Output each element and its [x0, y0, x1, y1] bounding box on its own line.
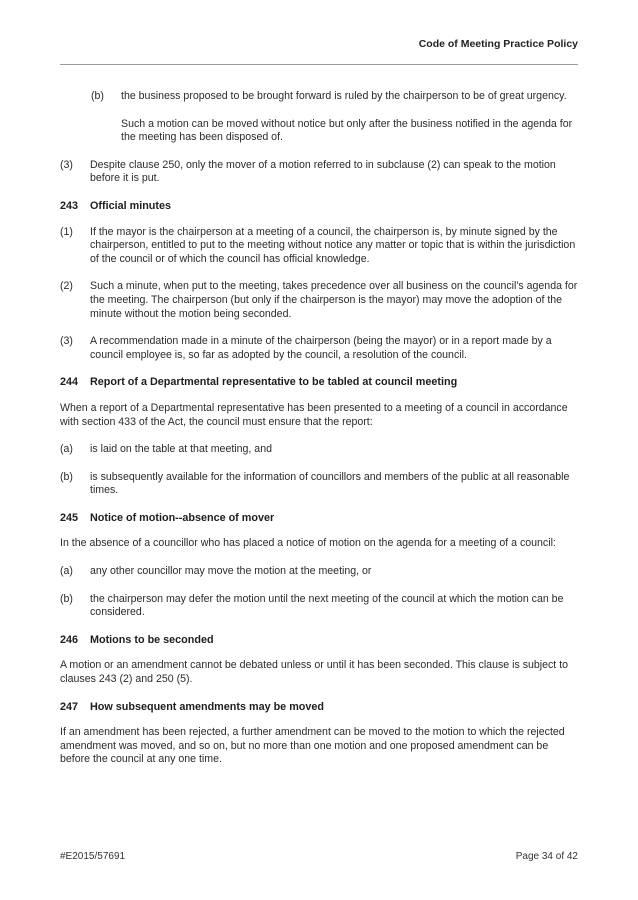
section-number: 245 — [60, 511, 79, 524]
subclause-245-b — [60, 593, 578, 620]
clause-label: (2) — [60, 280, 73, 293]
section-heading-245 — [60, 512, 578, 526]
clause-label: (1) — [60, 225, 73, 238]
clause-label: (b) — [60, 592, 73, 605]
clause-label: (3) — [60, 158, 73, 171]
clause-text: the business proposed to be brought forward is ruled by the chairperson to be of great urgency. — [121, 90, 567, 102]
section-number: 247 — [60, 700, 79, 713]
clause-label: (3) — [60, 335, 73, 348]
clause-item-b — [60, 90, 578, 104]
paragraph: When a report of a Departmental representative has been presented to a meeting of a council in accordance with section 433 of the Act, the council must ensure that the report: — [60, 401, 568, 428]
document-header-title: Code of Meeting Practice Policy — [418, 38, 578, 50]
clause-label: (b) — [60, 470, 73, 483]
footer-document-id: #E2015/57691 — [60, 851, 126, 862]
section-heading-247 — [60, 701, 578, 715]
clause-text: is laid on the table at that meeting, and — [90, 443, 272, 456]
section-number: 246 — [60, 633, 79, 646]
section-title: Motions to be seconded — [90, 633, 214, 646]
section-title: Official minutes — [90, 199, 171, 212]
clause-text: the chairperson may defer the motion until the next meeting of the council at which the motion can be considered. — [90, 592, 564, 619]
clause-text: If the mayor is the chairperson at a meeting of a council, the chairperson is, by minute signed by the chairperson, entitled to put to the meeting without notice any matter or topic that is within the jurisdiction of the council or of which the council has official knowledge. — [90, 225, 576, 265]
paragraph: In the absence of a councillor who has placed a notice of motion on the agenda for a meeting of a council: — [60, 537, 556, 550]
subclause-243-2 — [60, 280, 578, 321]
footer-page-number: Page 34 of 42 — [515, 851, 578, 862]
section-number: 244 — [60, 376, 79, 389]
subclause-244-a — [60, 443, 578, 457]
subclause-243-3 — [60, 335, 578, 362]
subclause-245-a — [60, 565, 578, 579]
clause-text: Such a minute, when put to the meeting, takes precedence over all business on the council's agenda for the meeting. The chairperson (but only if the chairperson is the mayor) may move the adoption of the minute without the motion being seconded. — [90, 280, 578, 320]
paragraph: If an amendment has been rejected, a further amendment can be moved to the motion to which the rejected amendment was moved, and so on, but no more than one motion and one proposed amendment can be before the council at any one time. — [60, 726, 565, 766]
section-heading-246 — [60, 634, 578, 648]
paragraph: Such a motion can be moved without notice but only after the business notified in the agenda for the meeting has been disposed of. — [121, 117, 573, 144]
section-title: How subsequent amendments may be moved — [90, 700, 324, 713]
subclause-244-b — [60, 471, 578, 498]
clause-label: (b) — [91, 90, 104, 102]
paragraph: A motion or an amendment cannot be debated unless or until it has been seconded. This clause is subject to clauses 243 (2) and 250 (5). — [60, 659, 569, 686]
subclause-3 — [60, 159, 578, 186]
section-title: Report of a Departmental representative to be tabled at council meeting — [90, 376, 458, 389]
section-heading-243 — [60, 200, 578, 214]
clause-text: A recommendation made in a minute of the chairperson (being the mayor) or in a report made by a council employee is, so far as adopted by the council, a resolution of the council. — [90, 335, 552, 361]
subclause-243-1 — [60, 226, 578, 267]
clause-label: (a) — [60, 443, 73, 456]
header-divider — [60, 64, 578, 65]
clause-text: is subsequently available for the information of councillors and members of the public at all reasonable times. — [90, 470, 570, 497]
clause-label: (a) — [60, 565, 73, 578]
section-title: Notice of motion--absence of mover — [90, 511, 275, 524]
clause-text: any other councillor may move the motion at the meeting, or — [90, 565, 372, 578]
section-heading-244 — [60, 376, 578, 390]
clause-text: Despite clause 250, only the mover of a motion referred to in subclause (2) can speak to the motion before it is put. — [90, 158, 556, 185]
document-body — [60, 90, 578, 781]
section-number: 243 — [60, 199, 79, 212]
